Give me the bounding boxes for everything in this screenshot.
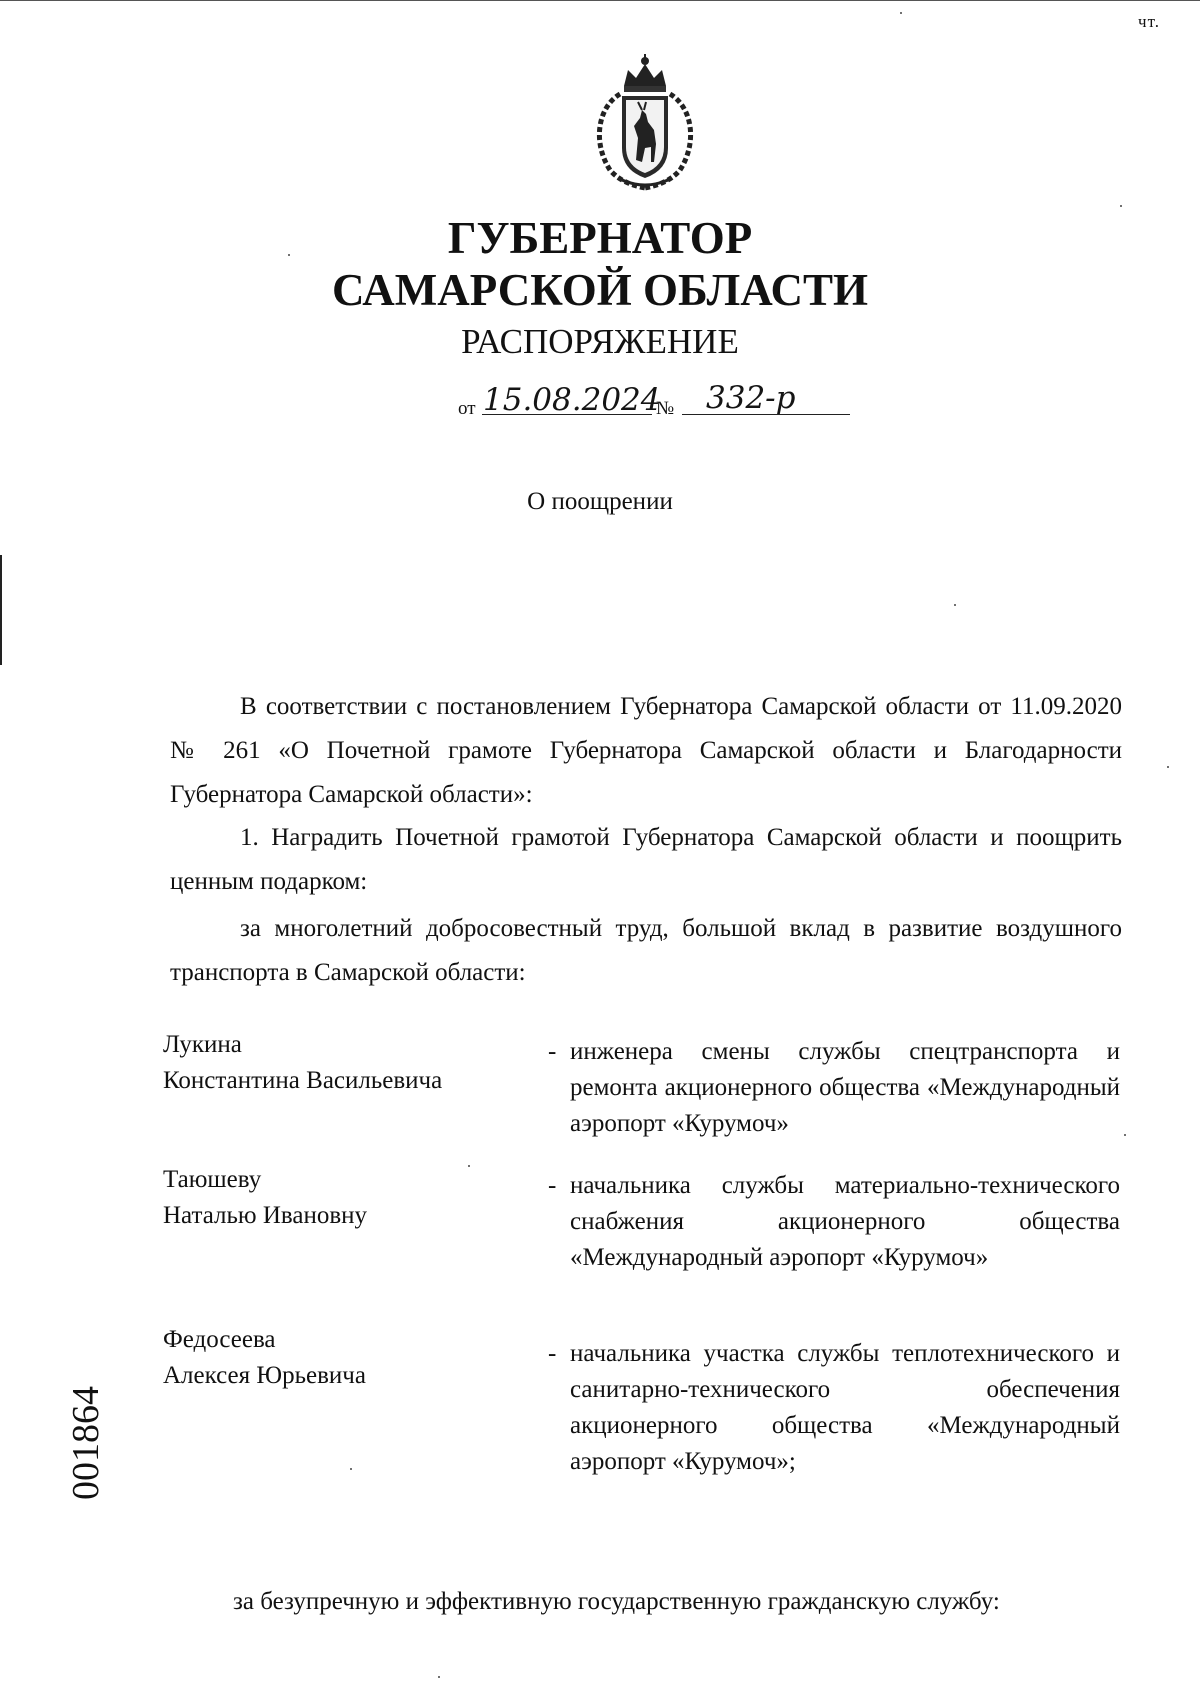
list-dash: - <box>548 1340 557 1367</box>
issuer-title-line2: САМАРСКОЙ ОБЛАСТИ <box>332 265 868 315</box>
date-prefix: от <box>458 398 476 419</box>
intro-paragraph: В соответствии с постановлением Губернатора Самарской области от 11.09.2020 № 261 «О Почетной грамоте Губернатора Самарской области и Благодарности Губернатора Самарской области»: <box>170 693 1122 808</box>
issuer-title-line1: ГУБЕРНАТОР <box>447 213 753 263</box>
number-prefix: № <box>656 398 675 419</box>
scan-top-edge <box>0 0 1200 9</box>
list-dash: - <box>548 1038 557 1065</box>
list-dash: - <box>548 1172 557 1199</box>
awardee-surname: Федосеева <box>163 1326 276 1353</box>
awardee-given-names: Алексея Юрьевича <box>163 1362 366 1389</box>
awardee-2-name <box>163 1162 523 1234</box>
awardee-3-position: начальника участка службы теплотехнического и санитарно-технического обеспечения акционерного общества «Международный аэропорт «Курумоч»; <box>570 1340 1120 1475</box>
document-number: 332-р <box>706 380 796 416</box>
corner-handwritten-note: чт. <box>1138 12 1160 31</box>
scan-speck <box>954 604 956 606</box>
document-type: РАСПОРЯЖЕНИЕ <box>461 322 739 361</box>
awardee-3-name <box>163 1322 523 1394</box>
date-underline <box>482 414 652 415</box>
item-1-paragraph: 1. Наградить Почетной грамотой Губернатора Самарской области и поощрить ценным подарком: <box>170 824 1122 895</box>
scan-speck <box>900 12 902 14</box>
reason-2-paragraph: за безупречную и эффективную государственную гражданскую службу: <box>233 1588 1000 1615</box>
scan-speck <box>438 1676 440 1678</box>
awardee-surname: Таюшеву <box>163 1166 262 1193</box>
reason-1-paragraph: за многолетний добросовестный труд, большой вклад в развитие воздушного транспорта в Самарской области: <box>170 915 1122 986</box>
awardee-given-names: Наталью Ивановну <box>163 1202 368 1229</box>
scan-speck <box>1124 1134 1126 1136</box>
awardee-surname: Лукина <box>163 1031 242 1058</box>
scan-edge-mark <box>0 555 2 665</box>
scan-speck <box>1167 766 1169 768</box>
scan-speck <box>350 1468 352 1470</box>
awardee-1-name <box>163 1027 523 1099</box>
document-subject: О поощрении <box>527 488 673 515</box>
samara-coat-of-arms-icon <box>580 52 710 192</box>
scan-speck <box>288 254 290 256</box>
number-underline <box>682 414 850 415</box>
awardee-given-names: Константина Васильевича <box>163 1067 443 1094</box>
scan-speck <box>1120 205 1122 207</box>
side-serial-stamp: 001864 <box>65 1386 107 1500</box>
awardee-2-position: начальника службы материально-технического снабжения акционерного общества «Международный аэропорт «Курумоч» <box>570 1172 1120 1271</box>
document-date: 15.08.2024 <box>483 382 661 418</box>
scan-speck <box>468 1165 470 1167</box>
awardee-1-position: инженера смены службы спецтранспорта и ремонта акционерного общества «Международный аэропорт «Курумоч» <box>570 1038 1120 1137</box>
